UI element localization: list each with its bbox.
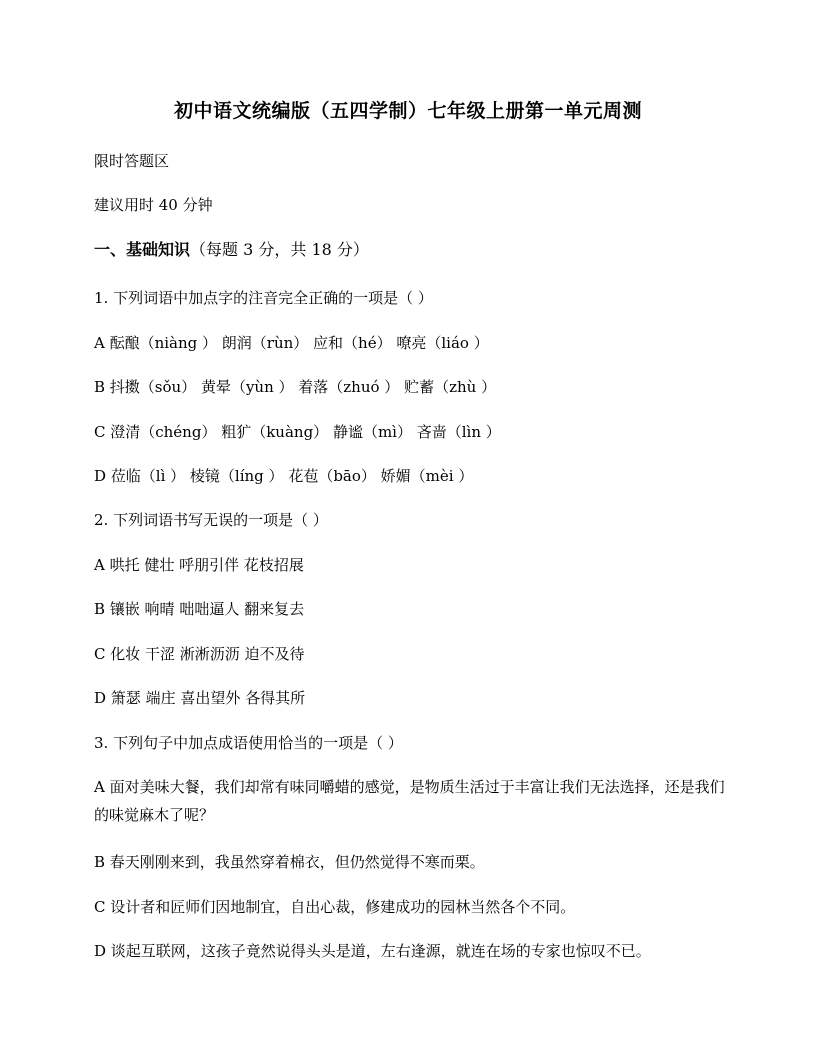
option-d: D 谈起互联网，这孩子竟然说得头头是道，左右逢源，就连在场的专家也惊叹不已。 [94,942,651,960]
option-b: B 春天刚刚来到，我虽然穿着棉衣，但仍然觉得不寒而栗。 [94,853,485,871]
section-heading [94,239,734,261]
section-heading-note: （每题 3 分，共 18 分） [190,240,369,259]
option-c: C 化妆 干涩 淅淅沥沥 迫不及待 [94,645,305,663]
question-stem: 1. 下列词语中加点字的注音完全正确的一项是（ ） [94,289,433,307]
option-d: D 莅临（lì ） 棱镜（líng ） 花苞（bāo） 娇媚（mèi ） [94,467,474,485]
option-c: C 设计者和匠师们因地制宜，自出心裁，修建成功的园林当然各个不同。 [94,898,576,916]
option-d: D 箫瑟 端庄 喜出望外 各得其所 [94,689,306,707]
option-a: A 酝酿（niàng ） 朗润（rùn） 应和（hé） 嘹亮（liáo ） [94,334,489,352]
time-advice: 建议用时 40 分钟 [94,196,213,214]
section-label: 限时答题区 [94,152,170,170]
option-a: A 哄托 健壮 呼朋引伴 花枝招展 [94,556,304,574]
option-c: C 澄清（chéng） 粗犷（kuàng） 静谧（mì） 吝啬（lìn ） [94,423,501,441]
document-title: 初中语文统编版（五四学制）七年级上册第一单元周测 [173,100,642,122]
option-a: A 面对美味大餐，我们却常有味同嚼蜡的感觉，是物质生活过于丰富让我们无法选择，还是我们的味觉麻木了呢？ [94,778,725,824]
question-stem: 2. 下列词语书写无误的一项是（ ） [94,511,328,529]
section-heading-title: 一、基础知识 [94,240,191,259]
option-b: B 镶嵌 响晴 咄咄逼人 翻来复去 [94,600,305,618]
question-stem: 3. 下列句子中加点成语使用恰当的一项是（ ） [94,734,403,752]
option-b: B 抖擞（sǒu） 黄晕（yùn ） 着落（zhuó ） 贮蓄（zhù ） [94,378,497,396]
